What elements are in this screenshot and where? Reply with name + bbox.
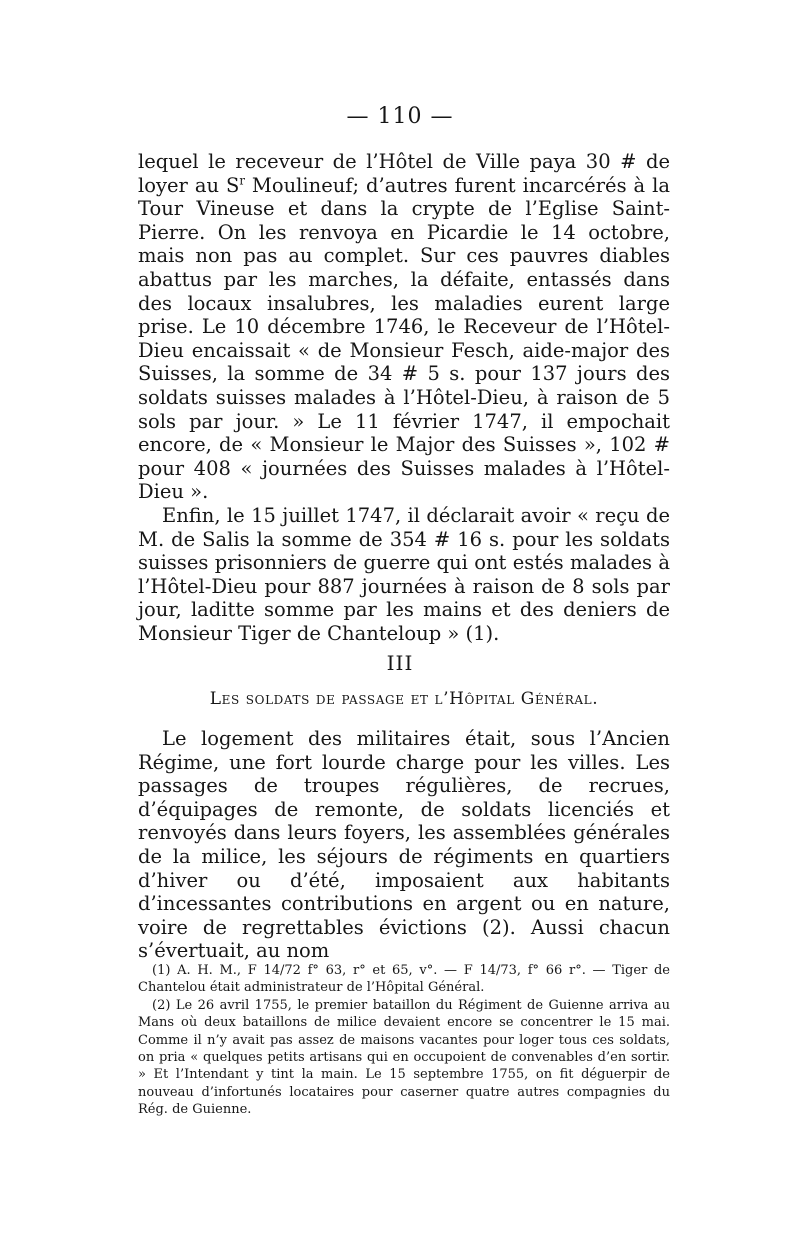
section-number: III bbox=[386, 651, 414, 675]
paragraph-1-rest: Moulineuf; d’autres furent incarcérés à la Tour Vineuse et dans la crypte de l’Eglise Saint-Pierre. On les renvoya en Picardie le 14 octobre, mais non pas au complet. Sur ces pauvres diables abattus par les marches, la défaite, entassés dans des locaux insalubres, les maladies eurent large prise. Le 10 décembre 1746, le Receveur de l’Hôtel-Dieu encaissait « de Monsieur Fesch, aide-major des Suisses, la somme de 34 # 5 s. pour 137 jours des soldats suisses malades à l’Hôtel-Dieu, à raison de 5 sols par jour. » Le 11 février 1747, il empochait encore, de « Monsieur le Major des Suisses », 102 # pour 408 « journées des Suisses malades à l’Hôtel-Dieu ». bbox=[138, 173, 671, 504]
body-text bbox=[138, 150, 670, 645]
footnote-2: (2) Le 26 avril 1755, le premier bataillon du Régiment de Guienne arriva au Mans où deux bataillons de milice devaient encore se concentrer le 15 mai. Comme il n’y avait pas assez de maisons vacantes pour loger tous ces soldats, on pria « quelques petits artisans qui en occupoient de convenables d’en sortir. » Et l’Intendant y tint la main. Le 15 septembre 1755, on fit déguerpir de nouveau d’infortunés locataires pour caserner quatre autres compagnies du Rég. de Guienne. bbox=[138, 997, 670, 1118]
superscript-r: r bbox=[239, 173, 245, 188]
footnote-1: (1) A. H. M., F 14/72 f° 63, r° et 65, v°. — F 14/73, f° 66 r°. — Tiger de Chantelou était administrateur de l’Hôpital Général. bbox=[138, 963, 670, 996]
paragraph-1 bbox=[138, 150, 670, 504]
section-title: Les soldats de passage et l’Hôpital Général. bbox=[209, 689, 599, 709]
footnotes bbox=[138, 962, 670, 1119]
body-text-2 bbox=[138, 727, 670, 963]
paragraph-1-start: lequel le receveur de l’Hôtel de Ville paya 30 # de loyer au S bbox=[138, 150, 670, 197]
page-number: — 110 — bbox=[346, 104, 454, 129]
paragraph-3: Le logement des militaires était, sous l’Ancien Régime, une fort lourde charge pour les villes. Les passages de troupes régulières, de recrues, d’équipages de remonte, de soldats licenciés et renvoyés dans leurs foyers, les assemblées générales de la milice, les séjours de régiments en quartiers d’hiver ou d’été, imposaient aux habitants d’incessantes contributions en argent ou en nature, voire de regrettables évictions (2). Aussi chacun s’évertuait, au nom bbox=[138, 727, 670, 963]
paragraph-2: Enfin, le 15 juillet 1747, il déclarait avoir « reçu de M. de Salis la somme de 354 # 16 s. pour les soldats suisses prisonniers de guerre qui ont estés malades à l’Hôtel-Dieu pour 887 journées à raison de 8 sols par jour, laditte somme par les mains et des deniers de Monsieur Tiger de Chanteloup » (1). bbox=[138, 503, 670, 645]
